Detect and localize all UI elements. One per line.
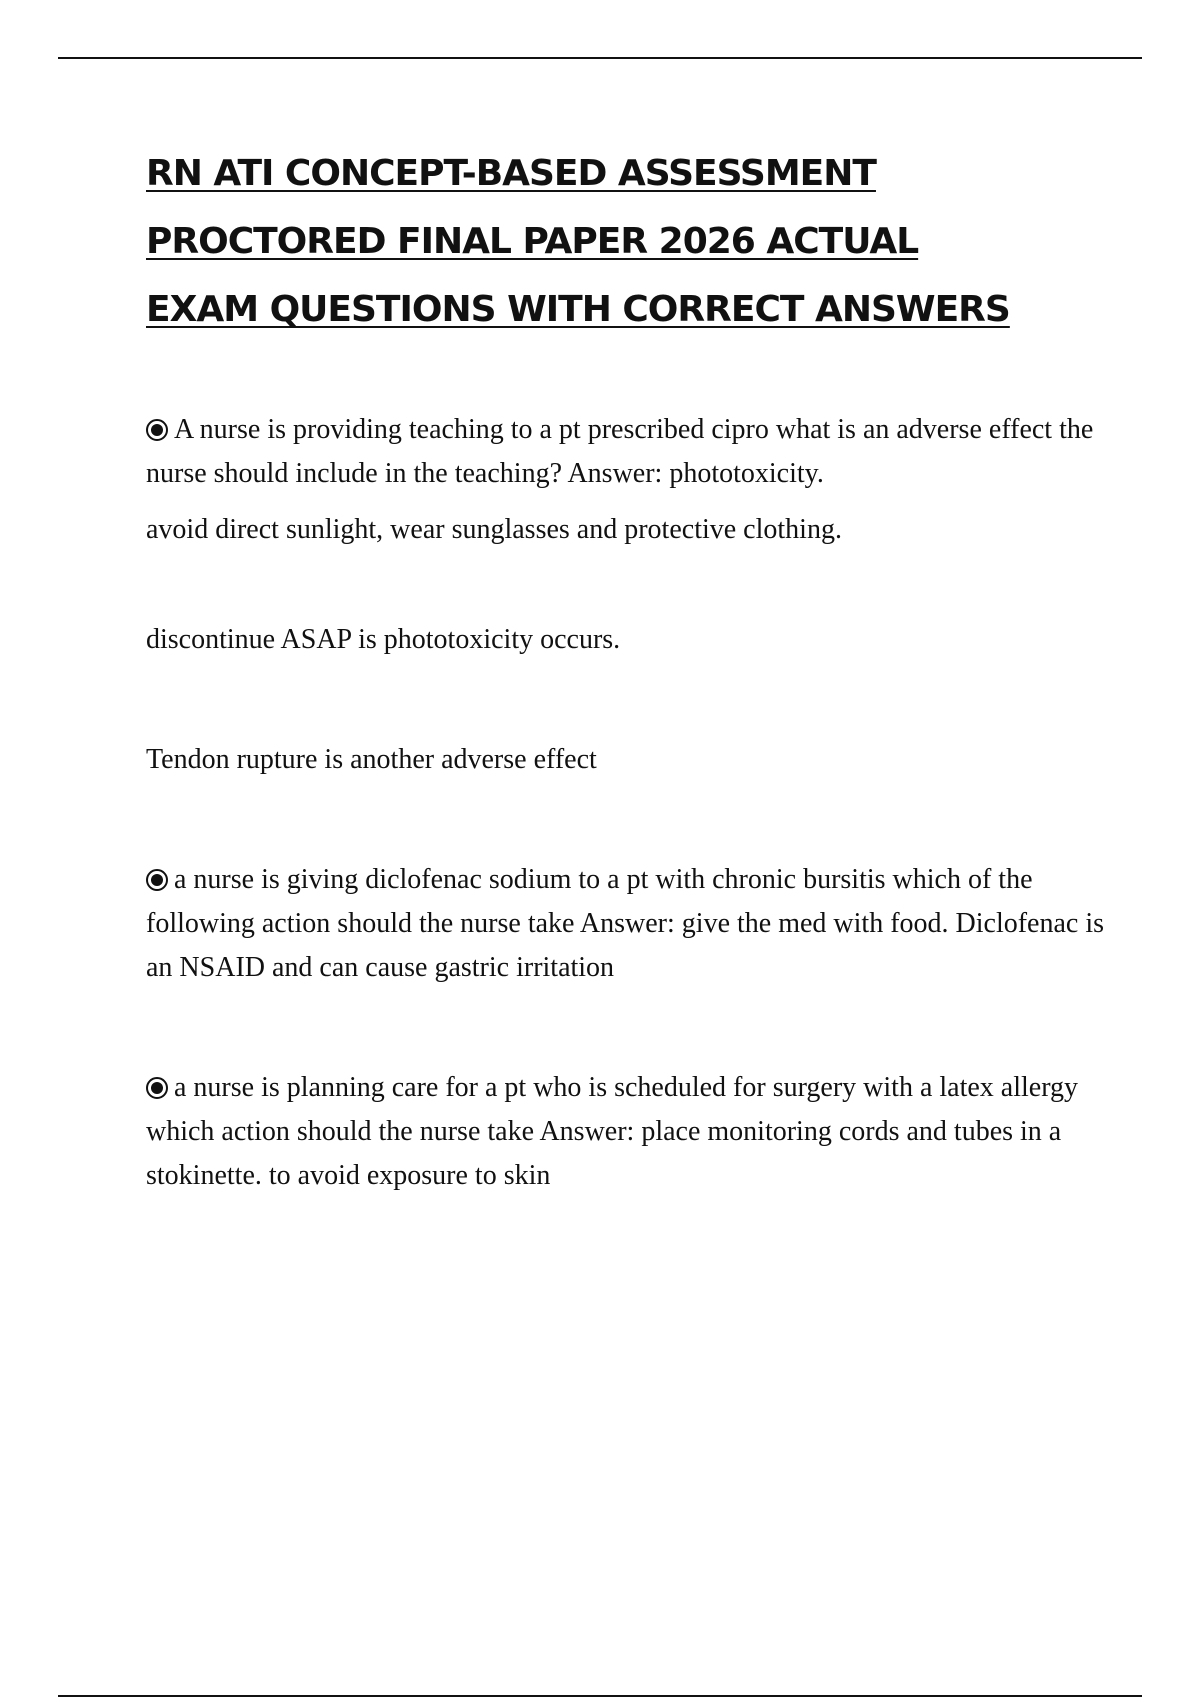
radio-bullet-icon: [146, 1077, 168, 1099]
question-3: [146, 1066, 1106, 1198]
document-content: [146, 140, 1106, 1198]
document-title: [146, 140, 1106, 344]
radio-bullet-icon: [146, 419, 168, 441]
top-rule: [58, 57, 1142, 59]
question-3-text: a nurse is planning care for a pt who is scheduled for surgery with a latex allergy which action should the nurse take Answer: place monitoring cords and tubes in a stokinette. to avoid exposure to skin: [146, 1072, 1079, 1191]
question-1-note-2: discontinue ASAP is phototoxicity occurs.: [146, 624, 621, 655]
question-2-text: a nurse is giving diclofenac sodium to a pt with chronic bursitis which of the following action should the nurse take Answer: give the med with food. Diclofenac is an NSAID and can cause gastric irritation: [146, 864, 1105, 983]
question-1: [146, 408, 1106, 496]
title-line-1: RN ATI CONCEPT-BASED ASSESSMENT: [146, 153, 876, 194]
question-1-text: A nurse is providing teaching to a pt prescribed cipro what is an adverse effect the nurse should include in the teaching? Answer: phototoxicity.: [146, 414, 1094, 489]
title-line-2: PROCTORED FINAL PAPER 2026 ACTUAL: [146, 221, 919, 262]
question-2: [146, 858, 1106, 990]
radio-bullet-icon: [146, 869, 168, 891]
question-1-note-3: Tendon rupture is another adverse effect: [146, 744, 597, 775]
question-1-note-1: avoid direct sunlight, wear sunglasses and protective clothing.: [146, 514, 842, 545]
title-line-3: EXAM QUESTIONS WITH CORRECT ANSWERS: [146, 289, 1010, 330]
bottom-rule: [58, 1695, 1142, 1697]
document-body: [146, 408, 1106, 1198]
